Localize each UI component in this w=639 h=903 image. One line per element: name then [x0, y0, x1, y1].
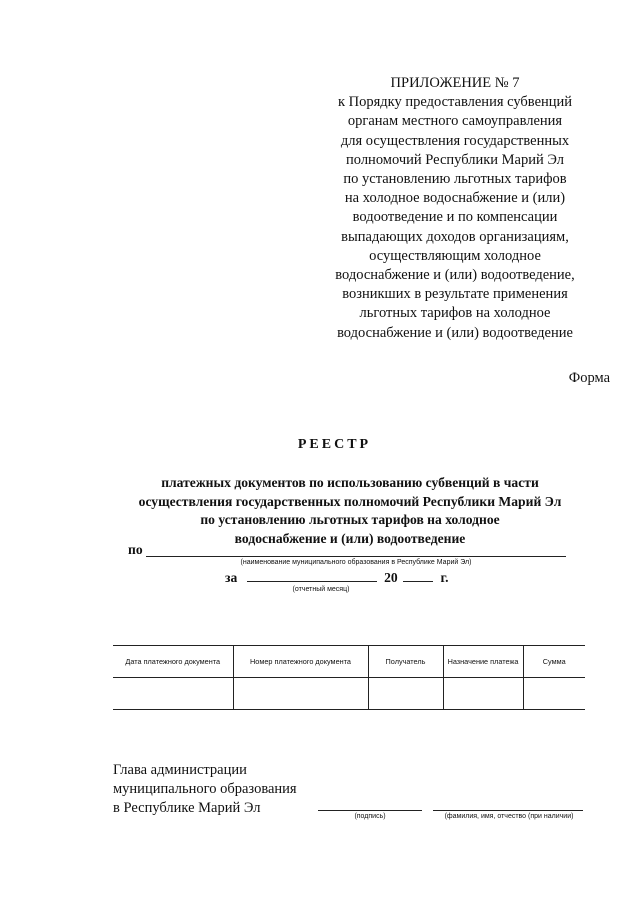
table-cell[interactable] [233, 678, 368, 710]
municipality-field[interactable] [146, 556, 566, 557]
full-name-caption: (фамилия, имя, отчество (при наличии) [444, 813, 574, 820]
signatory-title [113, 761, 297, 818]
year-field[interactable] [403, 569, 433, 582]
appendix-line: полномочий Республики Марий Эл [346, 151, 564, 168]
subtitle-line: осуществления государственных полномочий Республики Марий Эл [138, 493, 562, 509]
column-header-number: Номер платежного документа [233, 646, 368, 678]
column-header-amount: Сумма [523, 646, 585, 678]
period-row [225, 569, 449, 586]
appendix-line: на холодное водоснабжение и (или) [344, 190, 566, 207]
signature-caption: (подпись) [354, 813, 386, 820]
appendix-line: ПРИЛОЖЕНИЕ № 7 [390, 75, 520, 91]
full-name-field[interactable] [433, 810, 583, 811]
table-cell[interactable] [443, 678, 523, 710]
year-suffix: г. [440, 570, 449, 585]
appendix-line: водоснабжение и (или) водоотведение, [335, 267, 575, 284]
appendix-line: выпадающих доходов организациям, [341, 228, 569, 245]
period-prefix: за [225, 570, 238, 585]
appendix-line: водоотведение и по компенсации [352, 209, 558, 226]
column-header-recipient: Получатель [368, 646, 443, 678]
month-field[interactable] [247, 569, 377, 582]
table-cell[interactable] [523, 678, 585, 710]
appendix-line: органам местного самоуправления [347, 113, 563, 130]
appendix-line: льготных тарифов на холодное [359, 305, 551, 322]
document-title: РЕЕСТР [297, 437, 372, 452]
table-cell[interactable] [368, 678, 443, 710]
appendix-line: водоснабжение и (или) водоотведение [337, 324, 573, 341]
appendix-line: возникших в результате применения [342, 286, 568, 303]
municipality-prefix: по [128, 542, 143, 557]
appendix-block [300, 74, 610, 343]
appendix-line: по установлению льготных тарифов [343, 171, 567, 188]
subtitle-line: по установлению льготных тарифов на холодное [200, 512, 500, 527]
table-row [113, 678, 585, 710]
appendix-line: к Порядку предоставления субвенций [337, 94, 573, 111]
subtitle-line: водоснабжение и (или) водоотведение [234, 530, 466, 546]
document-subtitle [110, 474, 590, 548]
registry-table [113, 645, 585, 710]
appendix-line: для осуществления государственных [340, 132, 570, 149]
signature-field[interactable] [318, 810, 422, 811]
subtitle-line: платежных документов по использованию субвенций в части [161, 475, 539, 490]
year-prefix: 20 [384, 570, 398, 585]
period-caption: (отчетный месяц) [292, 586, 350, 593]
column-header-purpose: Назначение платежа [443, 646, 523, 678]
municipality-caption: (наименование муниципального образования в Республике Марий Эл) [240, 559, 472, 566]
signatory-line: Глава администрации [113, 762, 247, 778]
table-cell[interactable] [113, 678, 233, 710]
column-header-date: Дата платежного документа [113, 646, 233, 678]
form-label: Форма [568, 370, 610, 386]
table-header-row [113, 646, 585, 678]
appendix-line: осуществляющим холодное [369, 247, 541, 264]
signatory-line: муниципального образования [113, 781, 297, 797]
signatory-line: в Республике Марий Эл [113, 800, 261, 816]
